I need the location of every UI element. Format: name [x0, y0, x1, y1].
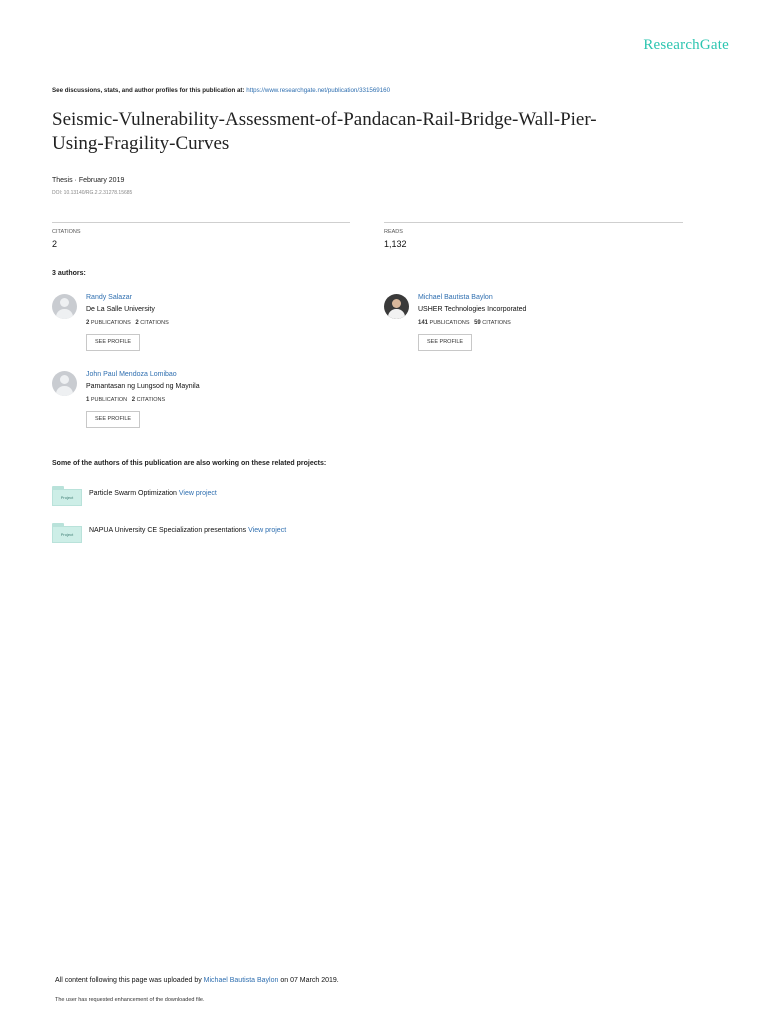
publications-label: PUBLICATION [90, 397, 128, 403]
discussion-text: See discussions, stats, and author profiles for this publication at: [52, 87, 245, 94]
project-folder-icon[interactable] [52, 523, 82, 543]
title-line-2: Using-Fragility-Curves [52, 133, 230, 154]
author-stats [418, 320, 511, 326]
author-affiliation: Pamantasan ng Lungsod ng Maynila [86, 383, 200, 390]
author-affiliation: De La Salle University [86, 306, 155, 313]
uploader-link[interactable]: Michael Bautista Baylon [203, 977, 279, 984]
related-project-item [52, 486, 452, 510]
title-line-1: Seismic-Vulnerability-Assessment-of-Pandacan-Rail-Bridge-Wall-Pier- [52, 109, 597, 130]
default-avatar-icon[interactable] [52, 294, 77, 319]
author-stats [86, 320, 169, 326]
upload-prefix: All content following this page was uploaded by [55, 977, 202, 984]
publications-count: 2 [86, 320, 90, 326]
discussion-line [52, 87, 390, 94]
researchgate-logo[interactable]: ResearchGate [643, 37, 729, 53]
publication-title [52, 108, 732, 156]
reads-value: 1,132 [384, 239, 407, 249]
author-card-john-paul-mendoza-lomibao [52, 371, 352, 441]
reads-label: READS [384, 229, 403, 235]
authors-label: 3 authors: [52, 270, 86, 277]
publications-count: 1 [86, 397, 90, 403]
see-profile-button[interactable]: SEE PROFILE [418, 334, 472, 351]
citations-count: 59 [474, 320, 481, 326]
publications-label: PUBLICATIONS [90, 320, 131, 326]
citations-count: 2 [135, 320, 139, 326]
view-project-link[interactable]: View project [178, 490, 217, 497]
author-affiliation: USHER Technologies Incorporated [418, 306, 527, 313]
view-project-link[interactable]: View project [248, 527, 287, 534]
citations-label: CITATIONS [136, 397, 166, 403]
see-profile-button[interactable]: SEE PROFILE [86, 334, 140, 351]
project-text [89, 490, 217, 497]
publications-label: PUBLICATIONS [429, 320, 470, 326]
project-name: NAPUA University CE Specialization presentations [89, 527, 247, 534]
upload-note [55, 977, 339, 984]
author-name[interactable]: Randy Salazar [86, 294, 132, 301]
publication-doi: DOI: 10.13140/RG.2.2.31278.15685 [52, 190, 133, 196]
author-name[interactable]: John Paul Mendoza Lomibao [86, 371, 177, 378]
author-card-randy-salazar [52, 294, 352, 364]
author-card-michael-bautista-baylon [384, 294, 684, 364]
see-profile-button[interactable]: SEE PROFILE [86, 411, 140, 428]
default-avatar-icon[interactable] [52, 371, 77, 396]
citations-count: 2 [131, 397, 136, 403]
citations-label: CITATIONS [482, 320, 511, 326]
citations-label: CITATIONS [52, 229, 81, 235]
related-projects-label: Some of the authors of this publication are also working on these related projects: [52, 460, 327, 467]
related-project-item [52, 523, 452, 547]
project-name: Particle Swarm Optimization [89, 490, 177, 497]
project-icon-label: Project [60, 532, 74, 537]
author-stats [86, 397, 165, 403]
publications-count: 141 [418, 320, 429, 326]
upload-suffix: on 07 March 2019. [280, 977, 339, 984]
author-name[interactable]: Michael Bautista Baylon [418, 294, 493, 301]
publication-url-link[interactable]: https://www.researchgate.net/publication/331569160 [246, 87, 391, 94]
citations-value: 2 [52, 239, 58, 249]
project-text [89, 527, 286, 534]
publication-type-date: Thesis · February 2019 [52, 177, 125, 184]
citations-label: CITATIONS [140, 320, 169, 326]
profile-photo[interactable] [384, 294, 409, 319]
enhancement-note: The user has requested enhancement of the downloaded file. [55, 997, 205, 1003]
project-icon-label: Project [60, 495, 74, 500]
citations-divider [52, 222, 350, 223]
project-folder-icon[interactable] [52, 486, 82, 506]
reads-divider [384, 222, 683, 223]
